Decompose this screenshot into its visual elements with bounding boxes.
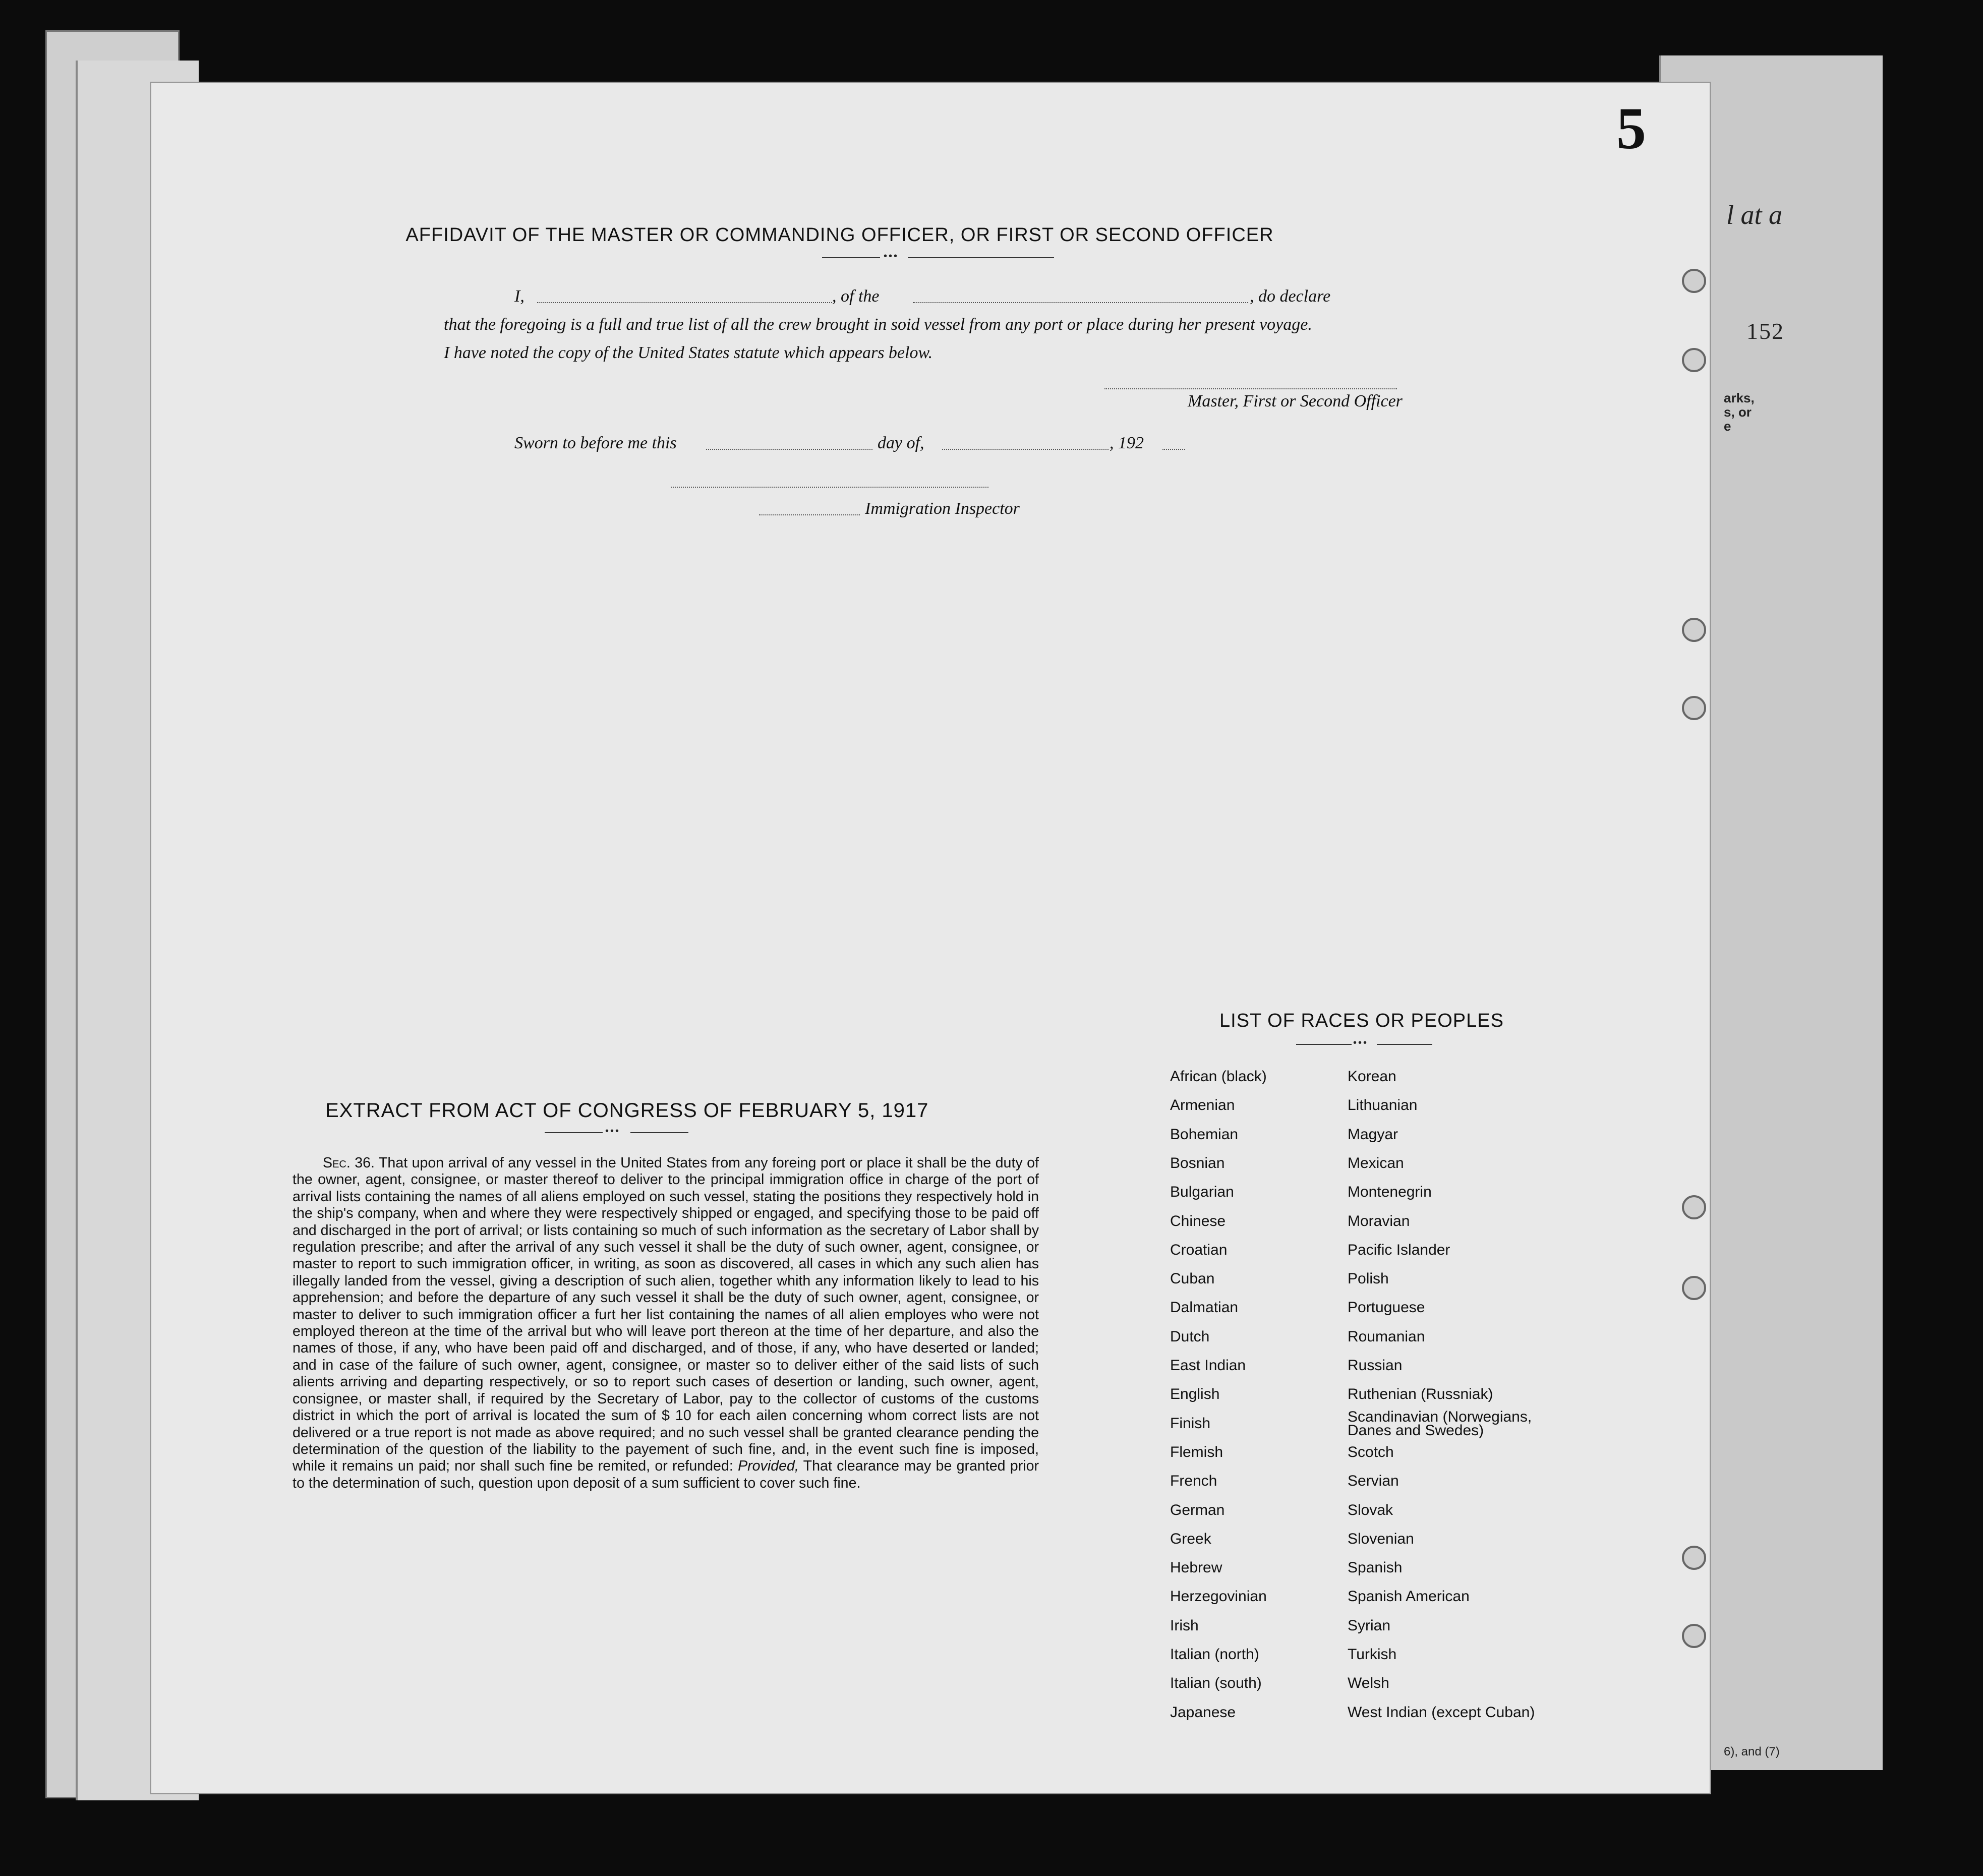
race-item: Portuguese: [1348, 1299, 1425, 1316]
race-item: Italian (south): [1170, 1675, 1262, 1692]
race-item: Korean: [1348, 1068, 1396, 1085]
sworn-year-field[interactable]: [1162, 449, 1185, 450]
declaration-line-3: I have noted the copy of the United States statute which appears below.: [444, 343, 933, 362]
affidavit-page: [151, 83, 1710, 1793]
punch-hole: [1682, 269, 1706, 293]
declaration-line-2: that the foregoing is a full and true list of all the crew brought in soid vessel from any port or place during her present voyage.: [444, 315, 1312, 334]
race-item: Mexican: [1348, 1154, 1404, 1171]
race-item: African (black): [1170, 1068, 1267, 1085]
races-rule: [1296, 1044, 1352, 1045]
race-item: Spanish: [1348, 1559, 1403, 1576]
sheet-header-fragment: l at a: [1726, 200, 1783, 230]
extract-body: Sec. 36. That upon arrival of any vessel in the United States from any foreing port or place it shall be the duty of the owner, agent, consignee, or master thereof to deliver to the principal immigration office in charge of the port of arrival lists containing the names of all aliens employed on such vessel, stating the positions they respectively hold in the ship's company, when and where they were respectively shipped or engaged, and specifying those to be paid off and discharged in the port of arrival; or lists containing so much of such information as the secretary of Labor shall by regulation prescribe; and after the arrival of any such vessel it shall be the duty of such owner, agent, consignee, or master to report to such immigration officer, in writing, as soon as discovered, all cases in which any such alien has illegally landed from the vessel, giving a description of such alien, together whith any information likely to lead to his apprehension; and before the departure of any such vessel it shall be the duty of such owner, agent, consignee, or master to deliver to such immigration officer a furt her list containing the names of all alien employes who were not employed thereon at the time of the arrival but who will leave port thereon at the time of her departure, and also the names of those, if any, who have been paid off and discharged, and of those, if any, who have deserted or landed; and in case of the failure of such owner, agent, consignee, or master so to deliver either of the said lists of such alients arriving and departing respectively, or so to report such cases of desertion or landing, such owner, agent, consignee, or master shall, if required by the Secretary of Labor, pay to the collector of customs of the customs district in which the port of arrival is located the sum of $ 10 for each ailen concerning whom correct lists are not delivered or a true report is not made as above required; and no such vessel shall be granted clearance pending the determination of the question of the liability to the payement of such fine, and, in the event such fine is imposed, while it remains un paid; nor shall such fine be remited, or refunded: Provided, That clearance may be granted prior to the determination of such, question upon deposit of a sum sufficient to cover such fine.: [293, 1155, 1039, 1491]
races-ornament: •••: [1353, 1037, 1369, 1048]
race-item: Greek: [1170, 1530, 1211, 1547]
race-item: French: [1170, 1473, 1217, 1490]
race-item: West Indian (except Cuban): [1348, 1704, 1535, 1721]
inspector-signature-field-2[interactable]: [759, 514, 860, 515]
sworn-day-field[interactable]: [706, 449, 872, 450]
extract-title: EXTRACT FROM ACT OF CONGRESS OF FEBRUARY 5, 1917: [325, 1099, 929, 1122]
race-item: Croatian: [1170, 1241, 1228, 1258]
race-item: Moravian: [1348, 1212, 1410, 1229]
punch-hole: [1682, 1276, 1706, 1300]
declarant-prefix: I,: [514, 287, 524, 306]
sheet-footer-fragment: 6), and (7): [1724, 1745, 1780, 1758]
race-item: Bosnian: [1170, 1154, 1225, 1171]
sheet-number: 152: [1746, 318, 1784, 344]
of-the-text: , of the: [832, 287, 880, 306]
race-item: Ruthenian (Russniak): [1348, 1386, 1493, 1403]
race-item: Cuban: [1170, 1270, 1215, 1287]
race-item: Spanish American: [1348, 1588, 1470, 1605]
race-item: Flemish: [1170, 1443, 1223, 1460]
race-item: Servian: [1348, 1473, 1399, 1490]
race-item: Armenian: [1170, 1097, 1235, 1114]
year-text: , 192: [1110, 434, 1144, 452]
punch-hole: [1682, 1624, 1706, 1648]
punch-hole: [1682, 1195, 1706, 1219]
race-item: Herzegovinian: [1170, 1588, 1267, 1605]
race-item: Italian (north): [1170, 1646, 1259, 1663]
punch-hole: [1682, 348, 1706, 372]
race-item: Lithuanian: [1348, 1097, 1418, 1114]
race-item: Hebrew: [1170, 1559, 1222, 1576]
race-item: English: [1170, 1386, 1220, 1403]
title-ornament: •••: [884, 251, 899, 262]
races-rule: [1377, 1044, 1432, 1045]
race-item: Dalmatian: [1170, 1299, 1239, 1316]
extract-ornament: •••: [605, 1126, 621, 1137]
extract-rule: [630, 1132, 688, 1133]
races-title: LIST OF RACES OR PEOPLES: [1219, 1010, 1504, 1031]
race-item: Dutch: [1170, 1328, 1210, 1345]
do-declare-text: , do declare: [1250, 287, 1331, 306]
day-of-text: day of,: [878, 434, 924, 452]
race-item: German: [1170, 1501, 1225, 1518]
race-item: Roumanian: [1348, 1328, 1425, 1345]
sworn-text: Sworn to before me this: [514, 434, 677, 452]
page-number: 5: [1616, 95, 1646, 161]
race-item: Syrian: [1348, 1617, 1391, 1634]
race-item: Japanese: [1170, 1704, 1236, 1721]
marks-label: arks, s, or e: [1724, 390, 1755, 434]
race-item: Scotch: [1348, 1443, 1394, 1460]
race-item: Welsh: [1348, 1675, 1389, 1692]
race-item: Magyar: [1348, 1126, 1398, 1143]
punch-hole: [1682, 618, 1706, 642]
punch-hole: [1682, 696, 1706, 720]
race-item: Slovak: [1348, 1501, 1393, 1518]
title-rule: [908, 257, 1054, 258]
race-item: Montenegrin: [1348, 1184, 1432, 1201]
declarant-name-field[interactable]: [537, 302, 832, 303]
race-item: Slovenian: [1348, 1530, 1414, 1547]
race-item: Finish: [1170, 1415, 1211, 1432]
master-signature-field[interactable]: [1104, 388, 1397, 389]
title-rule: [822, 257, 880, 258]
race-item: Pacific Islander: [1348, 1241, 1450, 1258]
extract-rule: [545, 1132, 603, 1133]
race-item: Bohemian: [1170, 1126, 1239, 1143]
inspector-label: Immigration Inspector: [865, 499, 1020, 518]
race-item: Irish: [1170, 1617, 1199, 1634]
race-item: Polish: [1348, 1270, 1389, 1287]
race-item: Scandinavian (Norwegians, Danes and Swedes): [1348, 1408, 1532, 1439]
vessel-name-field[interactable]: [913, 302, 1248, 303]
race-item: Turkish: [1348, 1646, 1397, 1663]
race-item: Chinese: [1170, 1212, 1226, 1229]
affidavit-title: AFFIDAVIT OF THE MASTER OR COMMANDING OFFICER, OR FIRST OR SECOND OFFICER: [405, 224, 1274, 246]
inspector-signature-field[interactable]: [671, 487, 988, 488]
signature-label: Master, First or Second Officer: [1188, 392, 1403, 411]
punch-hole: [1682, 1546, 1706, 1570]
race-item: East Indian: [1170, 1357, 1246, 1374]
race-item: Russian: [1348, 1357, 1403, 1374]
sworn-month-field[interactable]: [942, 449, 1109, 450]
race-item: Bulgarian: [1170, 1184, 1234, 1201]
